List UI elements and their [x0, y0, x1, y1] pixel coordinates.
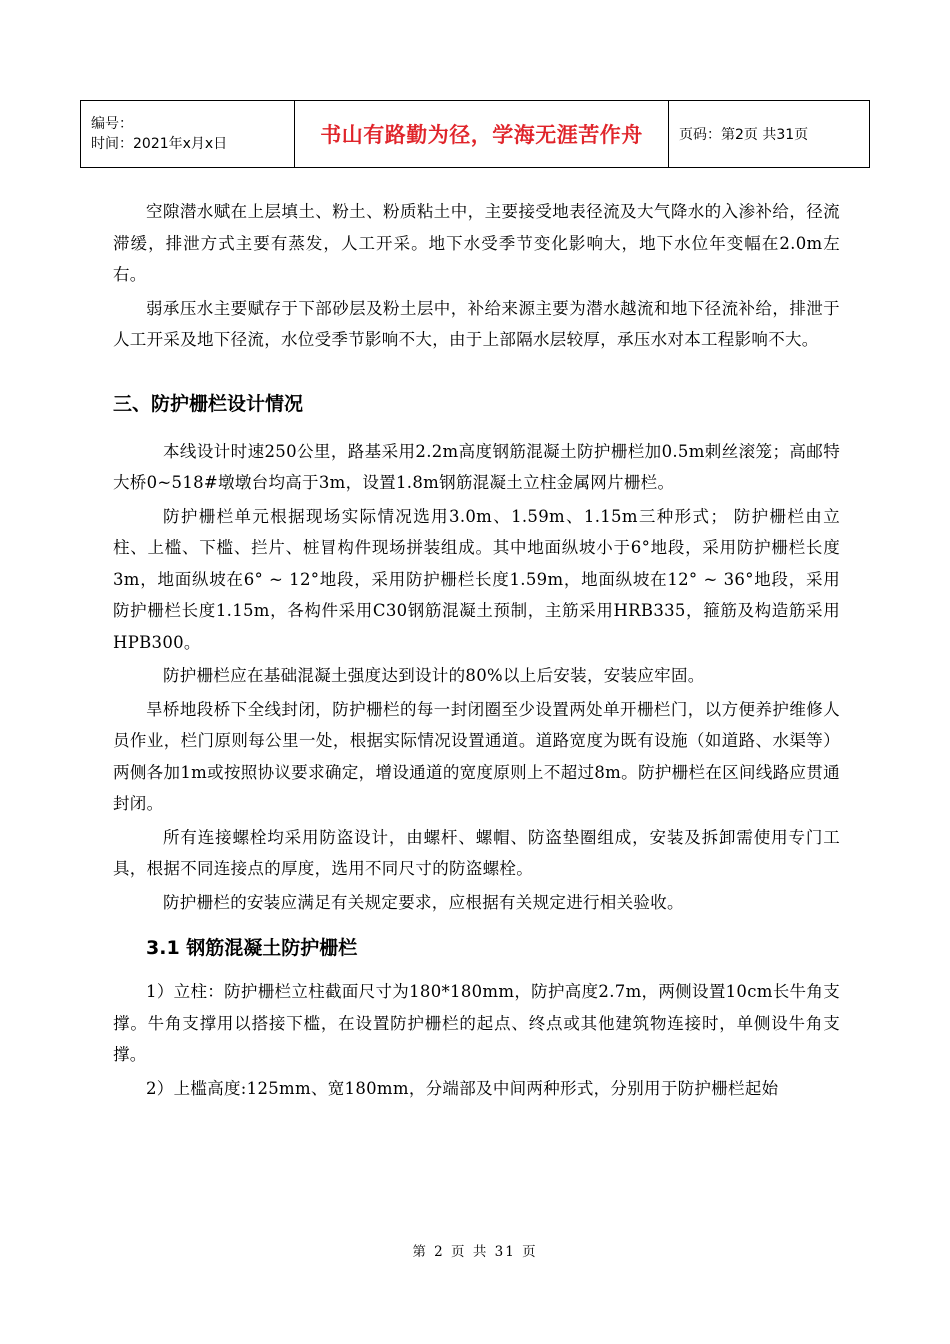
header-motto: 书山有路勤为径，学海无涯苦作舟: [295, 101, 669, 168]
subsection-heading-concrete-fence: 3.1 钢筋混凝土防护栅栏: [146, 937, 358, 959]
header-meta-cell: [81, 101, 295, 168]
paragraph-installation-strength: 防护栅栏应在基础混凝土强度达到设计的80%以上后安装，安装应牢固。: [163, 666, 705, 685]
paragraph-confined-water: 弱承压水主要赋存于下部砂层及粉土层中，补给来源主要为潜水越流和地下径流补给，排泄于人工开采及地下径流，水位受季节影响不大，由于上部隔水层较厚，承压水对本工程影响不大。: [113, 298, 840, 349]
paragraph-column-spec: 1）立柱：防护栅栏立柱截面尺寸为180*180mm，防护高度2.7m，两侧设置10cm长牛角支撑。牛角支撑用以搭接下槛，在设置防护栅栏的起点、终点或其他建筑物连接时，单侧设牛角支撑。: [113, 982, 840, 1064]
document-number-label: 编号：: [91, 116, 133, 132]
paragraph-anti-theft-bolts: 所有连接螺栓均采用防盗设计，由螺杆、螺帽、防盗垫圈组成，安装及拆卸需使用专门工具，根据不同连接点的厚度，选用不同尺寸的防盗螺栓。: [113, 827, 840, 878]
paragraph-fence-units: 防护栅栏单元根据现场实际情况选用3.0m、1.59m、1.15m三种形式； 防护栅栏由立柱、上槛、下槛、拦片、桩冒构件现场拼装组成。其中地面纵坡小于6°地段，采用防护栅栏长度3m，地面纵坡在6° ~ 12°地段，采用防护栅栏长度1.59m，地面纵坡在12° ~ 36°地段，采用防护栅栏长度1.15m，各构件采用C30钢筋混凝土预制，主筋采用HRB335，箍筋及构造筋采用HPB300。: [113, 506, 840, 652]
paragraph-top-rail-spec: 2）上槛高度:125mm、宽180mm，分端部及中间两种形式，分别用于防护栅栏起始: [146, 1078, 779, 1098]
header-page-info: 页码：第2页 共31页: [669, 101, 870, 168]
paragraph-phreatic-water: 空隙潜水赋在上层填土、粉土、粉质粘土中，主要接受地表径流及大气降水的入渗补给，径流滞缓，排泄方式主要有蒸发，人工开采。地下水受季节变化影响大，地下水位年变幅在2.0m左右。: [113, 202, 840, 284]
document-header: [80, 100, 870, 168]
paragraph-acceptance: 防护栅栏的安装应满足有关规定要求，应根据有关规定进行相关验收。: [163, 892, 684, 912]
document-body: [113, 196, 840, 1106]
paragraph-design-speed: 本线设计时速250公里，路基采用2.2m高度钢筋混凝土防护栅栏加0.5m刺丝滚笼；高邮特大桥0~518#墩墩台均高于3m，设置1.8m钢筋混凝土立柱金属网片栅栏。: [113, 441, 840, 492]
document-date: 时间：2021年x月x日: [91, 136, 228, 152]
paragraph-closure-gates: 旱桥地段桥下全线封闭，防护栅栏的每一封闭圈至少设置两处单开栅栏门，以方便养护维修人员作业，栏门原则每公里一处，根据实际情况设置通道。道路宽度为既有设施（如道路、水渠等）两侧各加1m或按照协议要求确定，增设通道的宽度原则上不超过8m。防护栅栏在区间线路应贯通封闭。: [113, 699, 840, 813]
section-heading-fence-design: 三、防护栅栏设计情况: [113, 392, 304, 415]
page-footer: 第 2 页 共 31 页: [412, 1244, 538, 1260]
